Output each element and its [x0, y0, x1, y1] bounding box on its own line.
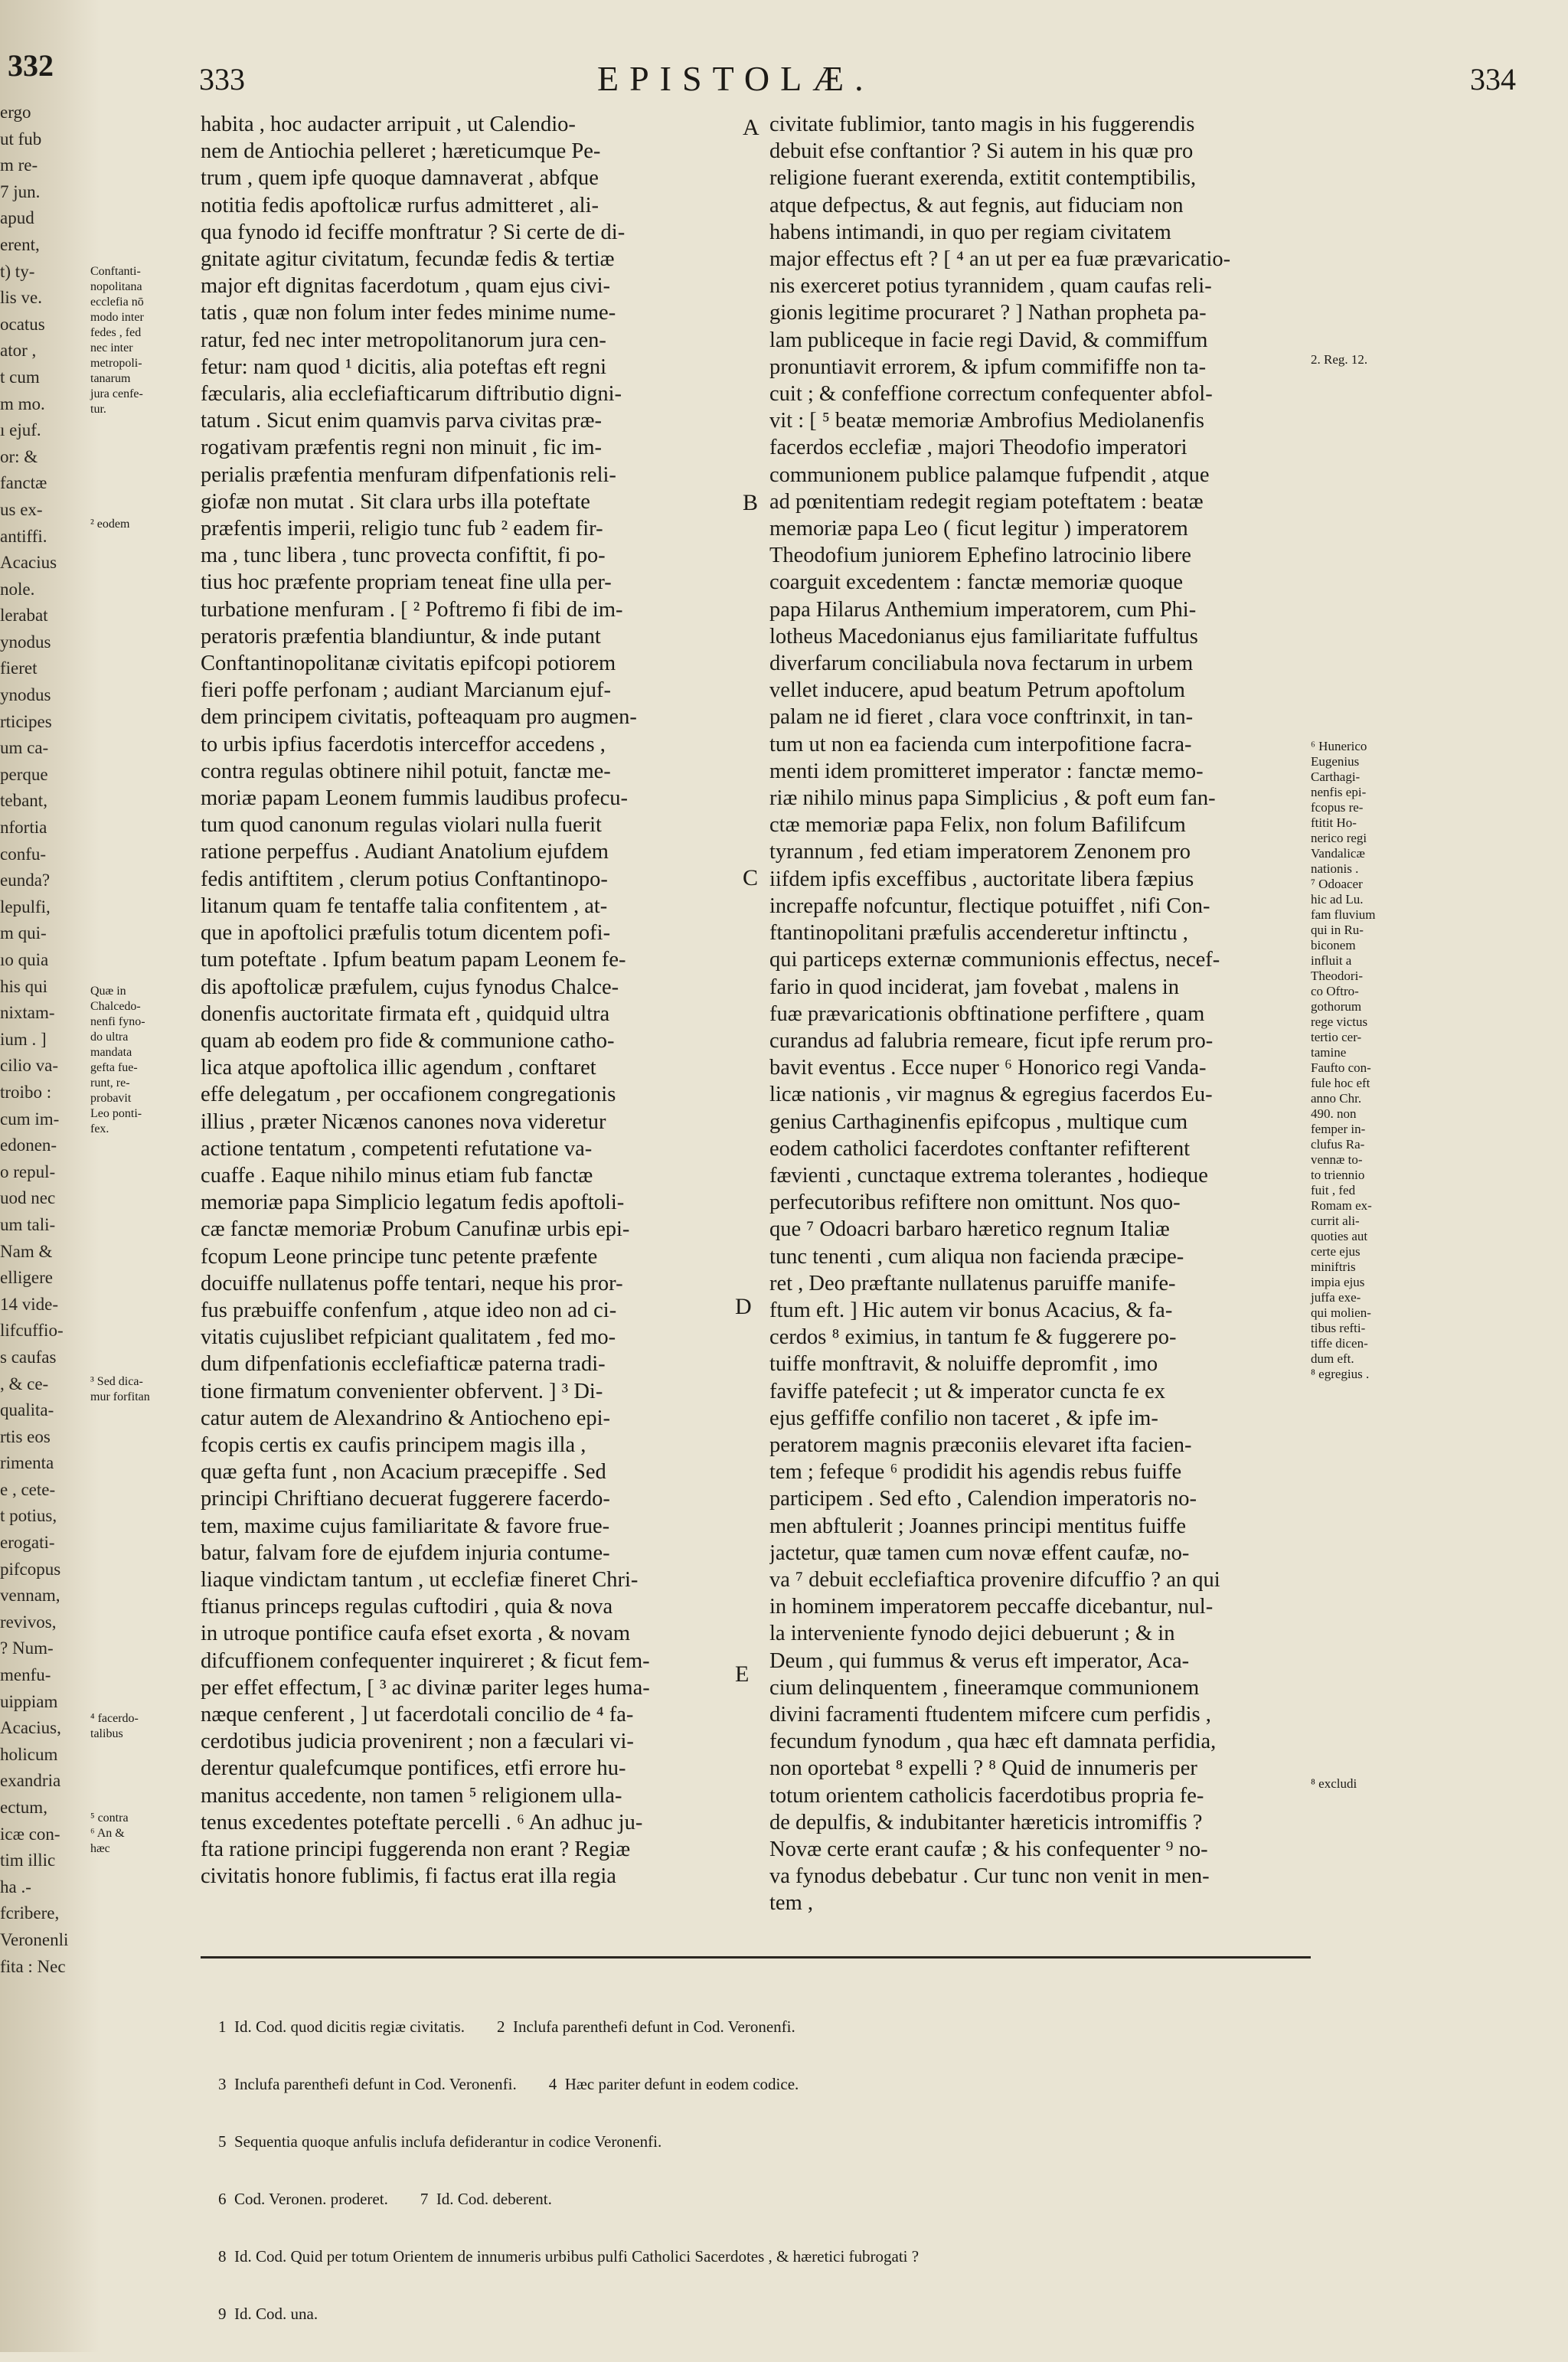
footnotes — [218, 1979, 1305, 2362]
column-number-right: 334 — [1470, 62, 1516, 96]
section-letter: C — [743, 865, 759, 890]
right-margin-notes — [1311, 100, 1502, 1937]
footnote-rule — [201, 1956, 1311, 1959]
margin-note: ³ Sed dica- mur forfitan — [90, 1375, 150, 1403]
footnote: 5 Sequentia quoque anfulis inclufa defiderantur in codice Veronenfi. — [218, 2132, 662, 2151]
running-title: EPISTOLÆ. — [597, 59, 874, 98]
margin-note: Conftanti- nopolitana ecclefia nō modo inter fedes , fed nec inter metropoli- tanarum jura cenfe- tur. — [90, 265, 144, 416]
margin-note: ⁶ Hunerico Eugenius Carthagi- nenfis epi- fcopus re- ftitit Ho- nerico regi Vandalicæ nationis . ⁷ Odoacer hic ad Lu. fam fluvium qui in Ru- biconem influit a Theodori- co Oftro- gothorum rege victus tertio cer- tamine Faufto con- fule hoc eft anno Chr. 490. non femper in- clufus Ra- vennæ to- to triennio fuit , fed Romam ex- currit ali- quoties aut certe ejus miniftris impia ejus juffa exe- qui molien- tibus refti- tiffe dicen- dum eft. ⁸ egregius . — [1311, 739, 1376, 1381]
section-letter: A — [743, 115, 760, 140]
left-page-number: 332 — [8, 48, 54, 83]
left-margin-notes — [90, 100, 198, 1861]
section-letter: D — [735, 1294, 752, 1319]
footnote: 8 Id. Cod. Quid per totum Orientem de innumeris urbibus pulfi Catholici Sacerdotes , & hæretici fubrogati ? — [218, 2247, 920, 2266]
margin-note: ⁴ facerdo- talibus — [90, 1712, 139, 1740]
margin-note: ² eodem — [90, 518, 130, 531]
footnote: 9 Id. Cod. una. — [218, 2305, 318, 2323]
footnote: 3 Inclufa parenthefi defunt in Cod. Veronenfi. 4 Hæc pariter defunt in eodem codice. — [218, 2075, 799, 2093]
footnote: 6 Cod. Veronen. proderet. 7 Id. Cod. deberent. — [218, 2190, 552, 2208]
text-column-right — [769, 111, 1305, 1972]
column-body: civitate fublimior, tanto magis in his fuggerendis debuit efse conftantior ? Si autem in his quæ pro religione fuerant exerenda, extitit contemptibilis, atque defpectus, & aut fegnis, aut fiduciam non habens intimandi, in quo per regiam civitatem major effectus eft ? [ ⁴ an ut per ea fuæ prævaricatio- nis exerceret potius tyrannidem , quam caufas reli- gionis legitime procuraret ? ] Nathan propheta pa- lam publiceque in facie regi David, & commiffum pronuntiavit errorem, & ipfum commififfe non ta- cuit ; & confeffione correctum confequenter abfol- vit : [ ⁵ beatæ memoriæ Ambrofius Mediolanenfis facerdos ecclefiæ , majori Theodofio imperatori communionem publice palamque fufpendit , atque ad pœnitentiam redegit regiam poteftatem : beatæ memoriæ papa Leo ( ficut legitur ) imperatorem Theodofium juniorem Ephefino latrocinio libere coarguit excedentem : fanctæ memoriæ quoque papa Hilarus Anthemium imperatorem, cum Phi- lotheus Macedonianus ejus familiaritate fuffultus diverfarum conciliabula nova fectarum in urbem vellet inducere, apud beatum Petrum apoftolum palam ne id fieret , clara voce conftrinxit, in tan- tum ut non ea facienda cum interpofitione facra- menti idem promitteret imperator : fanctæ memo- riæ nihilo minus papa Simplicius , & poft eum fan- ctæ memoriæ papa Felix, non folum Bafilifcum tyrannum , fed etiam imperatorem Zenonem pro iifdem ipfis exceffibus , auctoritate libera fæpius increpaffe nofcuntur, flectique potuiffet , nifi Con- ftantinopolitani præfulis accenderetur inftinctu , qui particeps externæ communionis effectus, necef- fario in quod inciderat, jam fovebat , malens in fuæ prævaricationis obftinatione perfiftere , quam curandus ad falubria remeare, ficut ipfe rerum pro- bavit eventus . Ecce nuper ⁶ Honorico regi Vanda- licæ nationis , vir magnus & egregius facerdos Eu- genius Carthaginenfis epifcopus , multique cum eodem catholici facerdotes conftanter refifterent fævienti , cunctaque extrema tolerantes , hodieque perfecutoribus refiftere non omittunt. Nos quo- que ⁷ Odoacri barbaro hæretico regnum Italiæ tunc tenenti , cum aliqua non facienda præcipe- ret , Deo præftante nullatenus paruiffe manife- ftum eft. ] Hic autem vir bonus Acacius, & fa- cerdos ⁸ eximius, in tantum fe & fuggerere po- tuiffe monftravit, & noluiffe depromfit , imo faviffe patefecit ; ut & imperator cuncta fe ex ejus geffiffe confilio non taceret , & ipfe im- peratorem magnis præconiis elevaret ifta facien- tem ; fefeque ⁶ prodidit his agendis rebus fuiffe participem . Sed efto , Calendion imperatoris no- men abftulerit ; Joannes principi mentitus fuiffe jactetur, quæ tamen cum novæ effent caufæ, no- va ⁷ debuit ecclefiaftica provenire difcuffio ? an qui in hominem imperatorem peccaffe dicebantur, nul- la interveniente fynodo dejici debuerunt ; & in Deum , qui fummus & verus eft imperator, Aca- cium delinquentem , fineeramque communionem divini facramenti ftudentem mifcere cum perfidis , fecundum fynodum , qua hæc eft damnata perfidia, non oportebat ⁸ expelli ? ⁸ Quid de innumeris per totum orientem catholicis facerdotibus propria fe- de depulfis, & indubitanter hæreticis intromiffis ? Novæ certe erant caufæ ; & his confequenter ⁹ no- va fynodus debebatur . Cur tunc non venit in men- tem , — [769, 113, 1231, 1916]
margin-note: ⁸ excludi — [1311, 1776, 1357, 1791]
text-column-left — [201, 111, 737, 1972]
footnote: 1 Id. Cod. quod dicitis regiæ civitatis. 2 Inclufa parenthefi defunt in Cod. Veronenfi. — [218, 2017, 795, 2036]
column-number-left: 333 — [199, 62, 245, 96]
left-page-edge-text: ergo ut fub m re- 7 jun. apud erent, t) ty- lis ve. ocatus ator , t cum m mo. ı ejuf. or: & fanctæ us ex- antiffi. Acacius nole. lerabat ynodus fieret ynodus rticipes um ca- perque tebant, nfortia confu- eunda? lepulfi, m qui- ıo quia his qui nixtam- ium . ] cilio va- troibo : cum im- edonen- o repul- uod nec um tali- Nam & elligere 14 vide- lifcuffio- s caufas , & ce- qualita- rtis eos rimenta e , cete- t potius, erogati- pifcopus vennam, revivos, ? Num- menfu- uippiam Acacius, holicum exandria ectum, icæ con- tim illic ha .- fcribere, Veronenli fita : Nec — [0, 103, 69, 1976]
section-letter: E — [735, 1661, 750, 1687]
page-header — [199, 54, 1516, 100]
column-body: habita , hoc audacter arripuit , ut Calendio- nem de Antiochia pelleret ; hæreticumque Pe- trum , quem ipfe quoque damnaverat , abfque notitia fedis apoftolicæ rurfus admitteret , ali- qua fynodo id feciffe monftratur ? Si certe de di- gnitate agitur civitatum, fecundæ fedis & tertiæ major eft dignitas facerdotum , quam ejus civi- tatis , quæ non folum inter fedes minime nume- ratur, fed nec inter metropolitanorum jura cen- fetur: nam quod ¹ dicitis, alia poteftas eft regni fæcularis, alia ecclefiafticarum diftributio digni- tatum . Sicut enim quamvis parva civitas præ- rogativam præfentis regni non minuit , fic im- perialis præfentia menfuram difpenfationis reli- giofæ non mutat . Sit clara urbs illa poteftate præfentis imperii, religio tunc fub ² eadem fir- ma , tunc libera , tunc provecta confiftit, fi po- tius hoc præfente propriam teneat fine ulla per- turbatione menfuram . [ ² Poftremo fi fibi de im- peratoris præfentia blandiuntur, & inde putant Conftantinopolitanæ civitatis epifcopi potiorem fieri poffe perfonam ; audiant Marcianum ejuf- dem principem civitatis, pofteaquam pro augmen- to urbis ipfius facerdotis interceffor accedens , contra regulas obtinere nihil potuit, fanctæ me- moriæ papam Leonem fummis laudibus profecu- tum quod canonum regulas violari nulla fuerit ratione perpeffus . Audiant Anatolium ejufdem fedis antiftitem , clerum potius Conftantinopo- litanum quam fe tentaffe talia confitentem , at- que in apoftolici præfulis totum dicentem pofi- tum poteftate . Ipfum beatum papam Leonem fe- dis apoftolicæ præfulem, cujus fynodus Chalce- donenfis auctoritate firmata eft , quidquid ultra quam ab eodem pro fide & communione catho- lica atque apoftolica illic agendum , conftaret effe delegatum , per occafionem congregationis illius , præter Nicænos canones nova videretur actione tentatum , competenti refutatione va- cuaffe . Eaque nihilo minus etiam fub fanctæ memoriæ papa Simplicio legatum fedis apoftoli- cæ fanctæ memoriæ Probum Canufinæ urbis epi- fcopum Leone principe tunc petente præfente docuiffe nullatenus poffe tentari, neque his pror- fus præbuiffe confenfum , atque ideo non ad ci- vitatis cujuslibet refpiciant qualitatem , fed mo- dum difpenfationis ecclefiafticæ paterna tradi- tione firmatum convenienter obfervent. ] ³ Di- catur autem de Alexandrino & Antiocheno epi- fcopis certis ex caufis principem magis illa , quæ gefta funt , non Acacium præcepiffe . Sed principi Chriftiano decuerat fuggerere facerdo- tem, maxime cujus familiaritate & favore frue- batur, falvam fore de ejufdem injuria contume- liaque vindictam tantum , ut ecclefiæ fineret Chri- ftianus princeps regulas cuftodiri , quia & nova in utroque pontifice caufa efset exorta , & novam difcuffionem confequenter inquireret ; & ficut fem- per effet effectum, [ ³ ac divinæ pariter leges huma- næque cenferent , ] ut facerdotali concilio de ⁴ fa- cerdotibus judicia provenirent ; non a fæculari vi- derentur qualefcumque pontifices, etfi errore hu- manitus accedente, non tamen ⁵ religionem ulla- tenus excedentes poteftate percelli . ⁶ An adhuc ju- fta ratione principi fuggerenda non erant ? Regiæ civitatis honore fublimis, fi factus erat illa regia — [201, 113, 650, 1889]
section-letter: B — [743, 490, 759, 515]
margin-note: ⁵ contra ⁶ An & hæc — [90, 1812, 129, 1855]
margin-note: 2. Reg. 12. — [1311, 352, 1368, 367]
margin-note: Quæ in Chalcedo- nenfi fyno- do ultra mandata gefta fue- runt, re- probavit Leo ponti- fex. — [90, 985, 145, 1135]
